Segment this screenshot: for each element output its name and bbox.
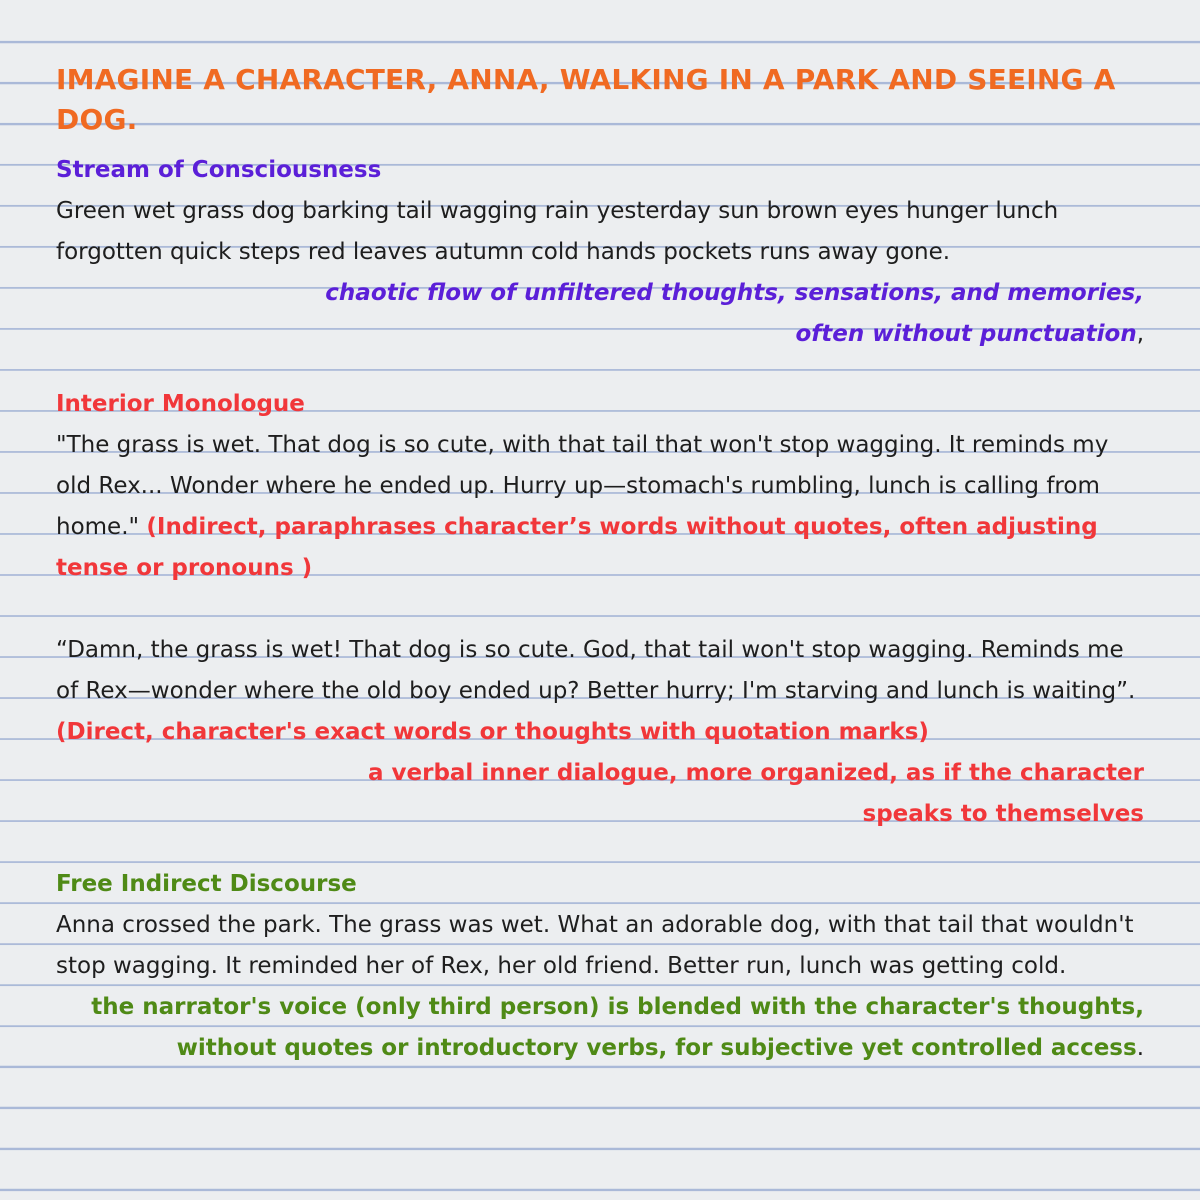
interior-indirect-paragraph	[56, 425, 1144, 589]
interior-note-line1: a verbal inner dialogue, more organized, as if the character	[367, 760, 1144, 786]
stream-note-line2: often without punctuation	[795, 321, 1137, 347]
page-content	[56, 60, 1144, 1069]
stream-note-line1: chaotic flow of unfiltered thoughts, sensations, and memories,	[325, 280, 1144, 306]
free-indirect-heading: Free Indirect Discourse	[56, 871, 357, 897]
stream-of-consciousness-section	[56, 150, 1144, 355]
free-indirect-note-line2: without quotes or introductory verbs, for subjective yet controlled access	[176, 1035, 1137, 1061]
interior-note-line2: speaks to themselves	[862, 801, 1144, 827]
interior-monologue-section	[56, 384, 1144, 835]
interior-direct-text: “Damn, the grass is wet! That dog is so cute. God, that tail won't stop wagging. Reminds me of Rex—wonder where the old boy ended up? Better hurry; I'm starving and lunch is waiting”.	[56, 637, 1136, 704]
free-indirect-note-line1: the narrator's voice (only third person) is blended with the character's thoughts,	[91, 994, 1144, 1020]
stream-note	[56, 273, 1144, 355]
free-indirect-note-punctuation: .	[1136, 1035, 1144, 1061]
interior-direct-paragraph	[56, 630, 1144, 753]
interior-heading: Interior Monologue	[56, 391, 305, 417]
free-indirect-example-text: Anna crossed the park. The grass was wet. What an adorable dog, with that tail that wouldn't stop wagging. It reminded her of Rex, her old friend. Better run, lunch was getting cold.	[56, 912, 1134, 979]
interior-note	[56, 753, 1144, 835]
stream-heading: Stream of Consciousness	[56, 157, 382, 183]
page-title: IMAGINE A CHARACTER, ANNA, WALKING IN A PARK AND SEEING A DOG.	[56, 63, 1116, 136]
interior-direct-note: (Direct, character's exact words or thoughts with quotation marks)	[56, 719, 929, 745]
free-indirect-note	[56, 987, 1144, 1069]
free-indirect-discourse-section	[56, 864, 1144, 1069]
stream-note-punctuation: ,	[1136, 321, 1144, 347]
interior-indirect-note: (Indirect, paraphrases character’s words without quotes, often adjusting tense or pronouns )	[56, 514, 1098, 581]
interior-indirect-text: "The grass is wet. That dog is so cute, with that tail that won't stop wagging. It reminds my old Rex... Wonder where he ended up. Hurry up—stomach's rumbling, lunch is calling from home."	[56, 432, 1109, 540]
stream-example-text: Green wet grass dog barking tail wagging rain yesterday sun brown eyes hunger lunch forgotten quick steps red leaves autumn cold hands pockets runs away gone.	[56, 198, 1059, 265]
